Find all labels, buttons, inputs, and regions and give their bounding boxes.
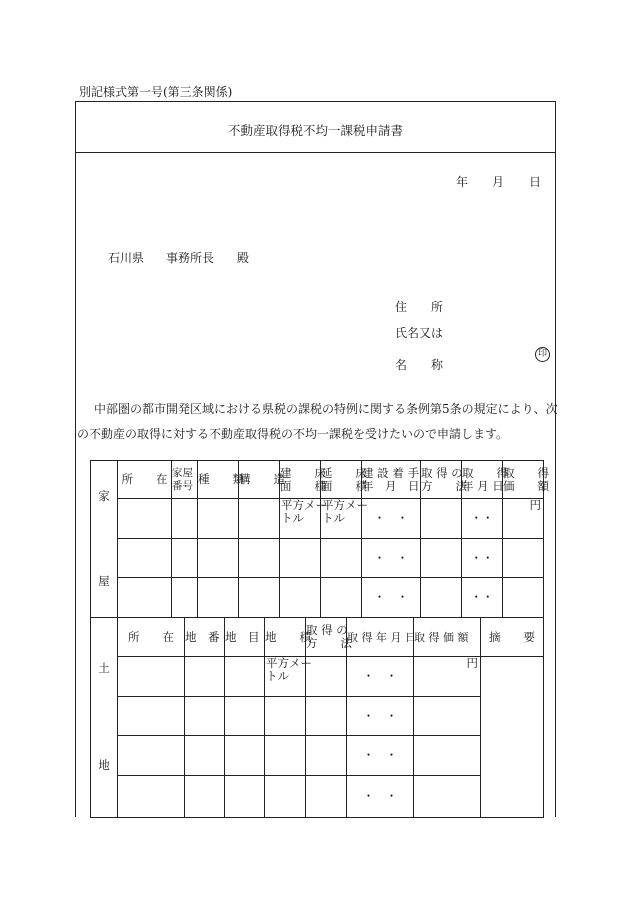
land-cell-acquisition-price[interactable] — [414, 697, 481, 736]
land-row — [91, 657, 544, 697]
land-cell-acquisition-date[interactable]: ・ ・ — [347, 776, 414, 818]
date-day-label: 日 — [529, 175, 542, 189]
land-header-area: 地 積 — [265, 618, 306, 657]
house-cell-location[interactable] — [118, 499, 172, 539]
land-cell-location[interactable] — [118, 657, 185, 697]
house-side-label — [91, 461, 118, 618]
land-cell-acquisition-price[interactable]: 円 — [414, 657, 481, 697]
land-cell-acquisition-method[interactable] — [306, 697, 347, 736]
land-cell-land-category[interactable] — [225, 736, 265, 776]
house-cell-acquisition-date[interactable]: ・・ — [462, 539, 503, 578]
house-cell-construction-date[interactable]: ・ ・ — [362, 578, 421, 618]
applicant-address-label: 住 所 — [395, 300, 444, 314]
land-cell-acquisition-date[interactable]: ・ ・ — [347, 697, 414, 736]
house-cell-acquisition-method[interactable] — [421, 499, 462, 539]
house-cell-building-area[interactable] — [280, 539, 321, 578]
land-header-land-category: 地 目 — [225, 618, 265, 657]
house-cell-kind[interactable] — [198, 539, 239, 578]
house-cell-acquisition-method[interactable] — [421, 578, 462, 618]
land-cell-lot-no[interactable] — [185, 776, 225, 818]
request-text-line-2: の不動産の取得に対する不動産取得税の不均一課税を受けたいので申請します。 — [77, 427, 509, 441]
form-title: 不動産取得税不均一課税申請書 — [227, 123, 403, 138]
house-row — [91, 578, 544, 618]
land-cell-acquisition-price[interactable] — [414, 776, 481, 818]
land-cell-area[interactable] — [265, 736, 306, 776]
house-header-location: 所 在 — [118, 461, 172, 499]
house-cell-location[interactable] — [118, 578, 172, 618]
house-cell-kind[interactable] — [198, 499, 239, 539]
land-cell-remarks[interactable] — [481, 657, 544, 818]
addressee-prefecture: 石川県 — [108, 251, 145, 265]
house-cell-acquisition-date[interactable]: ・・ — [462, 578, 503, 618]
seal-mark: 印 — [535, 347, 550, 362]
house-header-acquisition-price: 取 得 価 額 — [503, 461, 544, 499]
land-cell-location[interactable] — [118, 697, 185, 736]
house-cell-house-no[interactable] — [172, 539, 198, 578]
house-cell-building-area-unit[interactable]: 平方メー トル — [280, 499, 321, 539]
land-header-remarks: 摘 要 — [481, 618, 544, 657]
house-cell-house-no[interactable] — [172, 499, 198, 539]
applicant-entity-label: 名 称 — [395, 358, 444, 372]
date-year-label: 年 — [456, 175, 469, 189]
date-month-label: 月 — [492, 175, 505, 189]
house-table — [90, 460, 549, 618]
land-cell-lot-no[interactable] — [185, 736, 225, 776]
applicant-name-label: 氏名又は — [395, 326, 444, 340]
house-header-row — [91, 461, 544, 499]
land-side-char-top: 土 — [98, 660, 110, 675]
house-header-kind: 種 類 — [198, 461, 239, 499]
form-number-label: 別記様式第一号(第三条関係) — [79, 85, 233, 99]
house-cell-location[interactable] — [118, 539, 172, 578]
house-cell-acquisition-price[interactable]: 円 — [503, 499, 544, 539]
house-header-structure: 構 造 — [239, 461, 280, 499]
house-cell-floor-area[interactable] — [321, 539, 362, 578]
land-cell-acquisition-date[interactable]: ・ ・ — [347, 736, 414, 776]
house-header-acquisition-method: 取 得 の 方 法 — [421, 461, 462, 499]
land-cell-lot-no[interactable] — [185, 697, 225, 736]
land-header-acquisition-date: 取 得 年 月 日 — [347, 618, 414, 657]
house-cell-structure[interactable] — [239, 578, 280, 618]
house-header-house-no: 家屋 番号 — [172, 461, 198, 499]
house-cell-building-area[interactable] — [280, 578, 321, 618]
house-cell-acquisition-price[interactable] — [503, 539, 544, 578]
land-side-char-bottom: 地 — [98, 757, 110, 772]
house-cell-floor-area-unit[interactable]: 平方メー トル — [321, 499, 362, 539]
land-cell-area[interactable] — [265, 776, 306, 818]
land-header-location: 所 在 — [118, 618, 185, 657]
house-header-acquisition-date: 取 得 年 月 日 — [462, 461, 503, 499]
land-cell-area-unit[interactable]: 平方メー トル — [265, 657, 306, 697]
house-header-total-floor-area: 延 床 面 積 — [321, 461, 362, 499]
land-row — [91, 697, 544, 736]
house-row — [91, 539, 544, 578]
land-cell-location[interactable] — [118, 776, 185, 818]
addressee-honorific: 殿 — [237, 251, 250, 265]
house-cell-structure[interactable] — [239, 499, 280, 539]
request-text-line-1: 中部圏の都市開発区域における県税の課税の特例に関する条例第5条の規定により、次 — [82, 402, 558, 416]
house-cell-house-no[interactable] — [172, 578, 198, 618]
house-cell-acquisition-date[interactable]: ・・ — [462, 499, 503, 539]
land-header-acquisition-method: 取 得 の 方 法 — [306, 618, 347, 657]
house-header-construction-date: 建 設 着 手 年 月 日 — [362, 461, 421, 499]
land-cell-land-category[interactable] — [225, 776, 265, 818]
house-cell-kind[interactable] — [198, 578, 239, 618]
land-cell-acquisition-method[interactable] — [306, 736, 347, 776]
land-cell-acquisition-date[interactable]: ・ ・ — [347, 657, 414, 697]
land-cell-area[interactable] — [265, 697, 306, 736]
house-row — [91, 499, 544, 539]
house-cell-floor-area[interactable] — [321, 578, 362, 618]
land-cell-location[interactable] — [118, 736, 185, 776]
land-cell-land-category[interactable] — [225, 657, 265, 697]
house-cell-acquisition-price[interactable] — [503, 578, 544, 618]
land-row — [91, 736, 544, 776]
land-cell-acquisition-method[interactable] — [306, 776, 347, 818]
land-cell-acquisition-price[interactable] — [414, 736, 481, 776]
house-cell-acquisition-method[interactable] — [421, 539, 462, 578]
house-side-char-bottom: 屋 — [98, 574, 110, 588]
land-side-label — [91, 618, 118, 818]
land-cell-land-category[interactable] — [225, 697, 265, 736]
house-side-char-top: 家 — [98, 489, 110, 503]
house-cell-structure[interactable] — [239, 539, 280, 578]
land-header-lot-no: 地 番 — [185, 618, 225, 657]
land-cell-lot-no[interactable] — [185, 657, 225, 697]
house-header-building-area: 建 床 面 積 — [280, 461, 321, 499]
land-header-row — [91, 618, 544, 657]
house-cell-construction-date[interactable]: ・ ・ — [362, 539, 421, 578]
addressee-office: 事務所長 — [166, 251, 215, 265]
land-header-acquisition-price: 取 得 価 額 — [414, 618, 481, 657]
land-table — [90, 617, 544, 818]
land-row — [91, 776, 544, 818]
title-divider — [76, 152, 555, 153]
house-cell-construction-date[interactable]: ・ ・ — [362, 499, 421, 539]
